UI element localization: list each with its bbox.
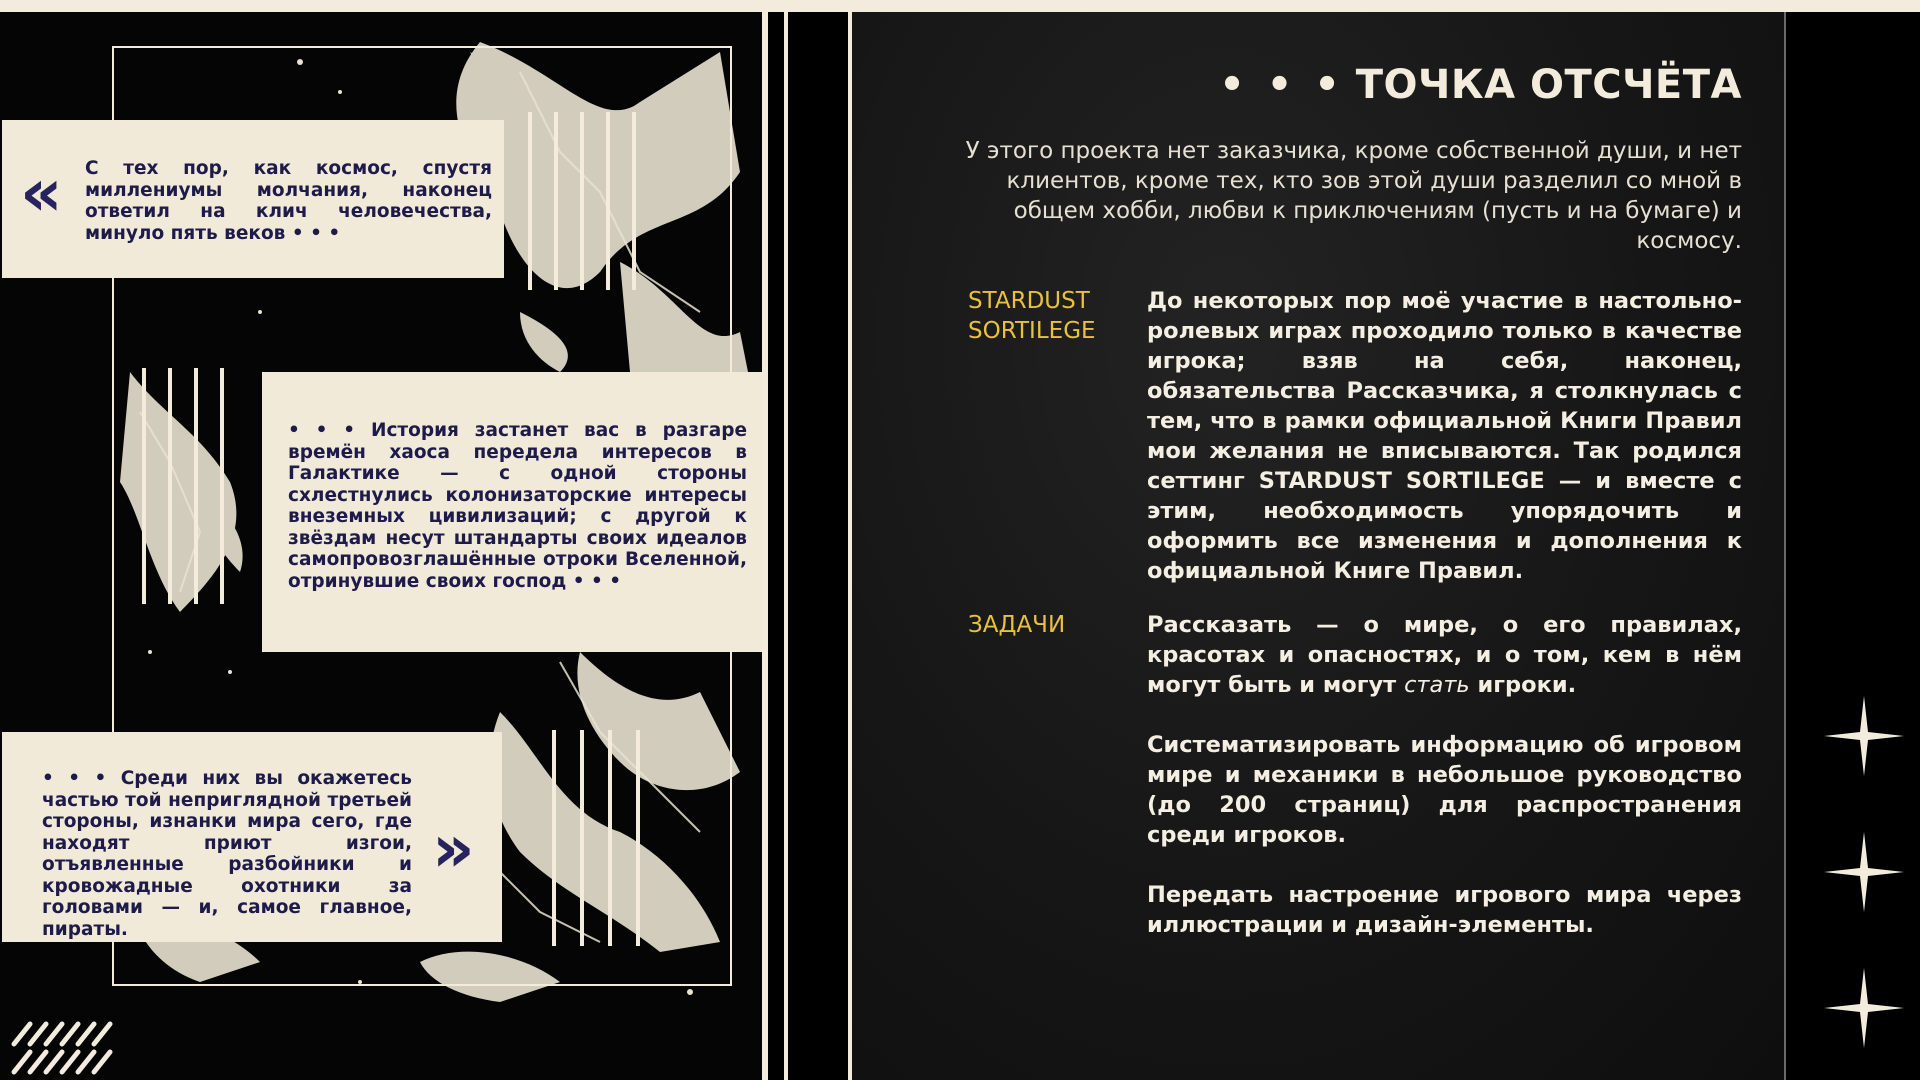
story-card-1 — [2, 120, 504, 278]
task-item-1 — [1147, 610, 1742, 700]
story-card-1-text: С тех пор, как космос, спустя миллениумы молчания, наконец ответил на клич человечества, минуло пять веков • • • — [85, 158, 492, 244]
setting-paragraph: До некоторых пор моё участие в настольно-ролевых играх проходило только в качестве игрока; взяв на себя, наконец, обязательства Рассказчика, я столкнулась с тем, что в рамки официальной Книги Правил мои желания не вписываются. Так родился сеттинг STARDUST SORTILEGE — и вместе с этим, необходимость упорядочить и оформить все изменения и дополнения к официальной Книге Правил. — [1147, 288, 1742, 584]
setting-label-line1: STARDUST — [968, 288, 1090, 314]
hatch-pattern — [10, 1020, 122, 1076]
story-card-3-text: • • • Среди них вы окажетесь частью той неприглядной третьей стороны, изнанки мира сего, где находят приют изгои, отъявленные разбойники и кровожадные охотники за головами — и, самое главное, пираты. — [42, 768, 412, 940]
story-card-3 — [2, 732, 502, 942]
task-1-text-start: Рассказать — о мире, о его правилах, красотах и опасностях, и о том, кем в нём могут быть и могут — [1147, 612, 1742, 698]
title-text: ТОЧКА ОТСЧЁТА — [1355, 62, 1742, 108]
task-1-text-end: игроки. — [1469, 672, 1577, 698]
task-item-3: Передать настроение игрового мира через иллюстрации и дизайн-элементы. — [1147, 882, 1742, 938]
left-collage-panel — [0, 12, 762, 1080]
setting-label-line2: SORTILEGE — [968, 318, 1096, 344]
stripes-middle — [142, 368, 242, 604]
section-label-tasks: ЗАДАЧИ — [968, 612, 1066, 638]
title-dots: • • • — [1219, 62, 1344, 108]
stripes-bottom — [552, 730, 642, 946]
section-label-setting — [968, 286, 1128, 346]
chevron-double-left-icon: « — [20, 154, 63, 231]
divider-strip — [788, 12, 848, 1080]
sparkle-icon — [1824, 832, 1904, 912]
chevron-double-right-icon: » — [432, 810, 475, 887]
page-title — [1219, 62, 1742, 108]
task-item-2: Систематизировать информацию об игровом мире и механики в небольшое руководство (до 200 страниц) для распространения среди игроков. — [1147, 732, 1742, 848]
right-sidebar — [1786, 12, 1920, 1080]
sparkle-icon — [1824, 696, 1904, 776]
sparkle-icon — [1824, 968, 1904, 1048]
right-text-panel — [852, 12, 1784, 1080]
divider-strip — [768, 12, 784, 1080]
stripes-top — [528, 112, 638, 290]
top-bar — [0, 0, 1920, 12]
story-card-2 — [262, 372, 762, 652]
task-1-italic: стать — [1404, 672, 1470, 698]
intro-paragraph: У этого проекта нет заказчика, кроме собственной души, и нет клиентов, кроме тех, кто зов этой души разделил со мной в общем хобби, любви к приключениям (пусть и на бумаге) и космосу. — [965, 138, 1742, 254]
story-card-2-text: • • • История застанет вас в разгаре времён хаоса передела интересов в Галактике — с одной стороны схлестнулись колонизаторские интересы внеземных цивилизаций; с другой к звёздам несут штандарты своих идеалов самопровозглашённые отроки Вселенной, отринувшие своих господ • • • — [288, 420, 747, 592]
